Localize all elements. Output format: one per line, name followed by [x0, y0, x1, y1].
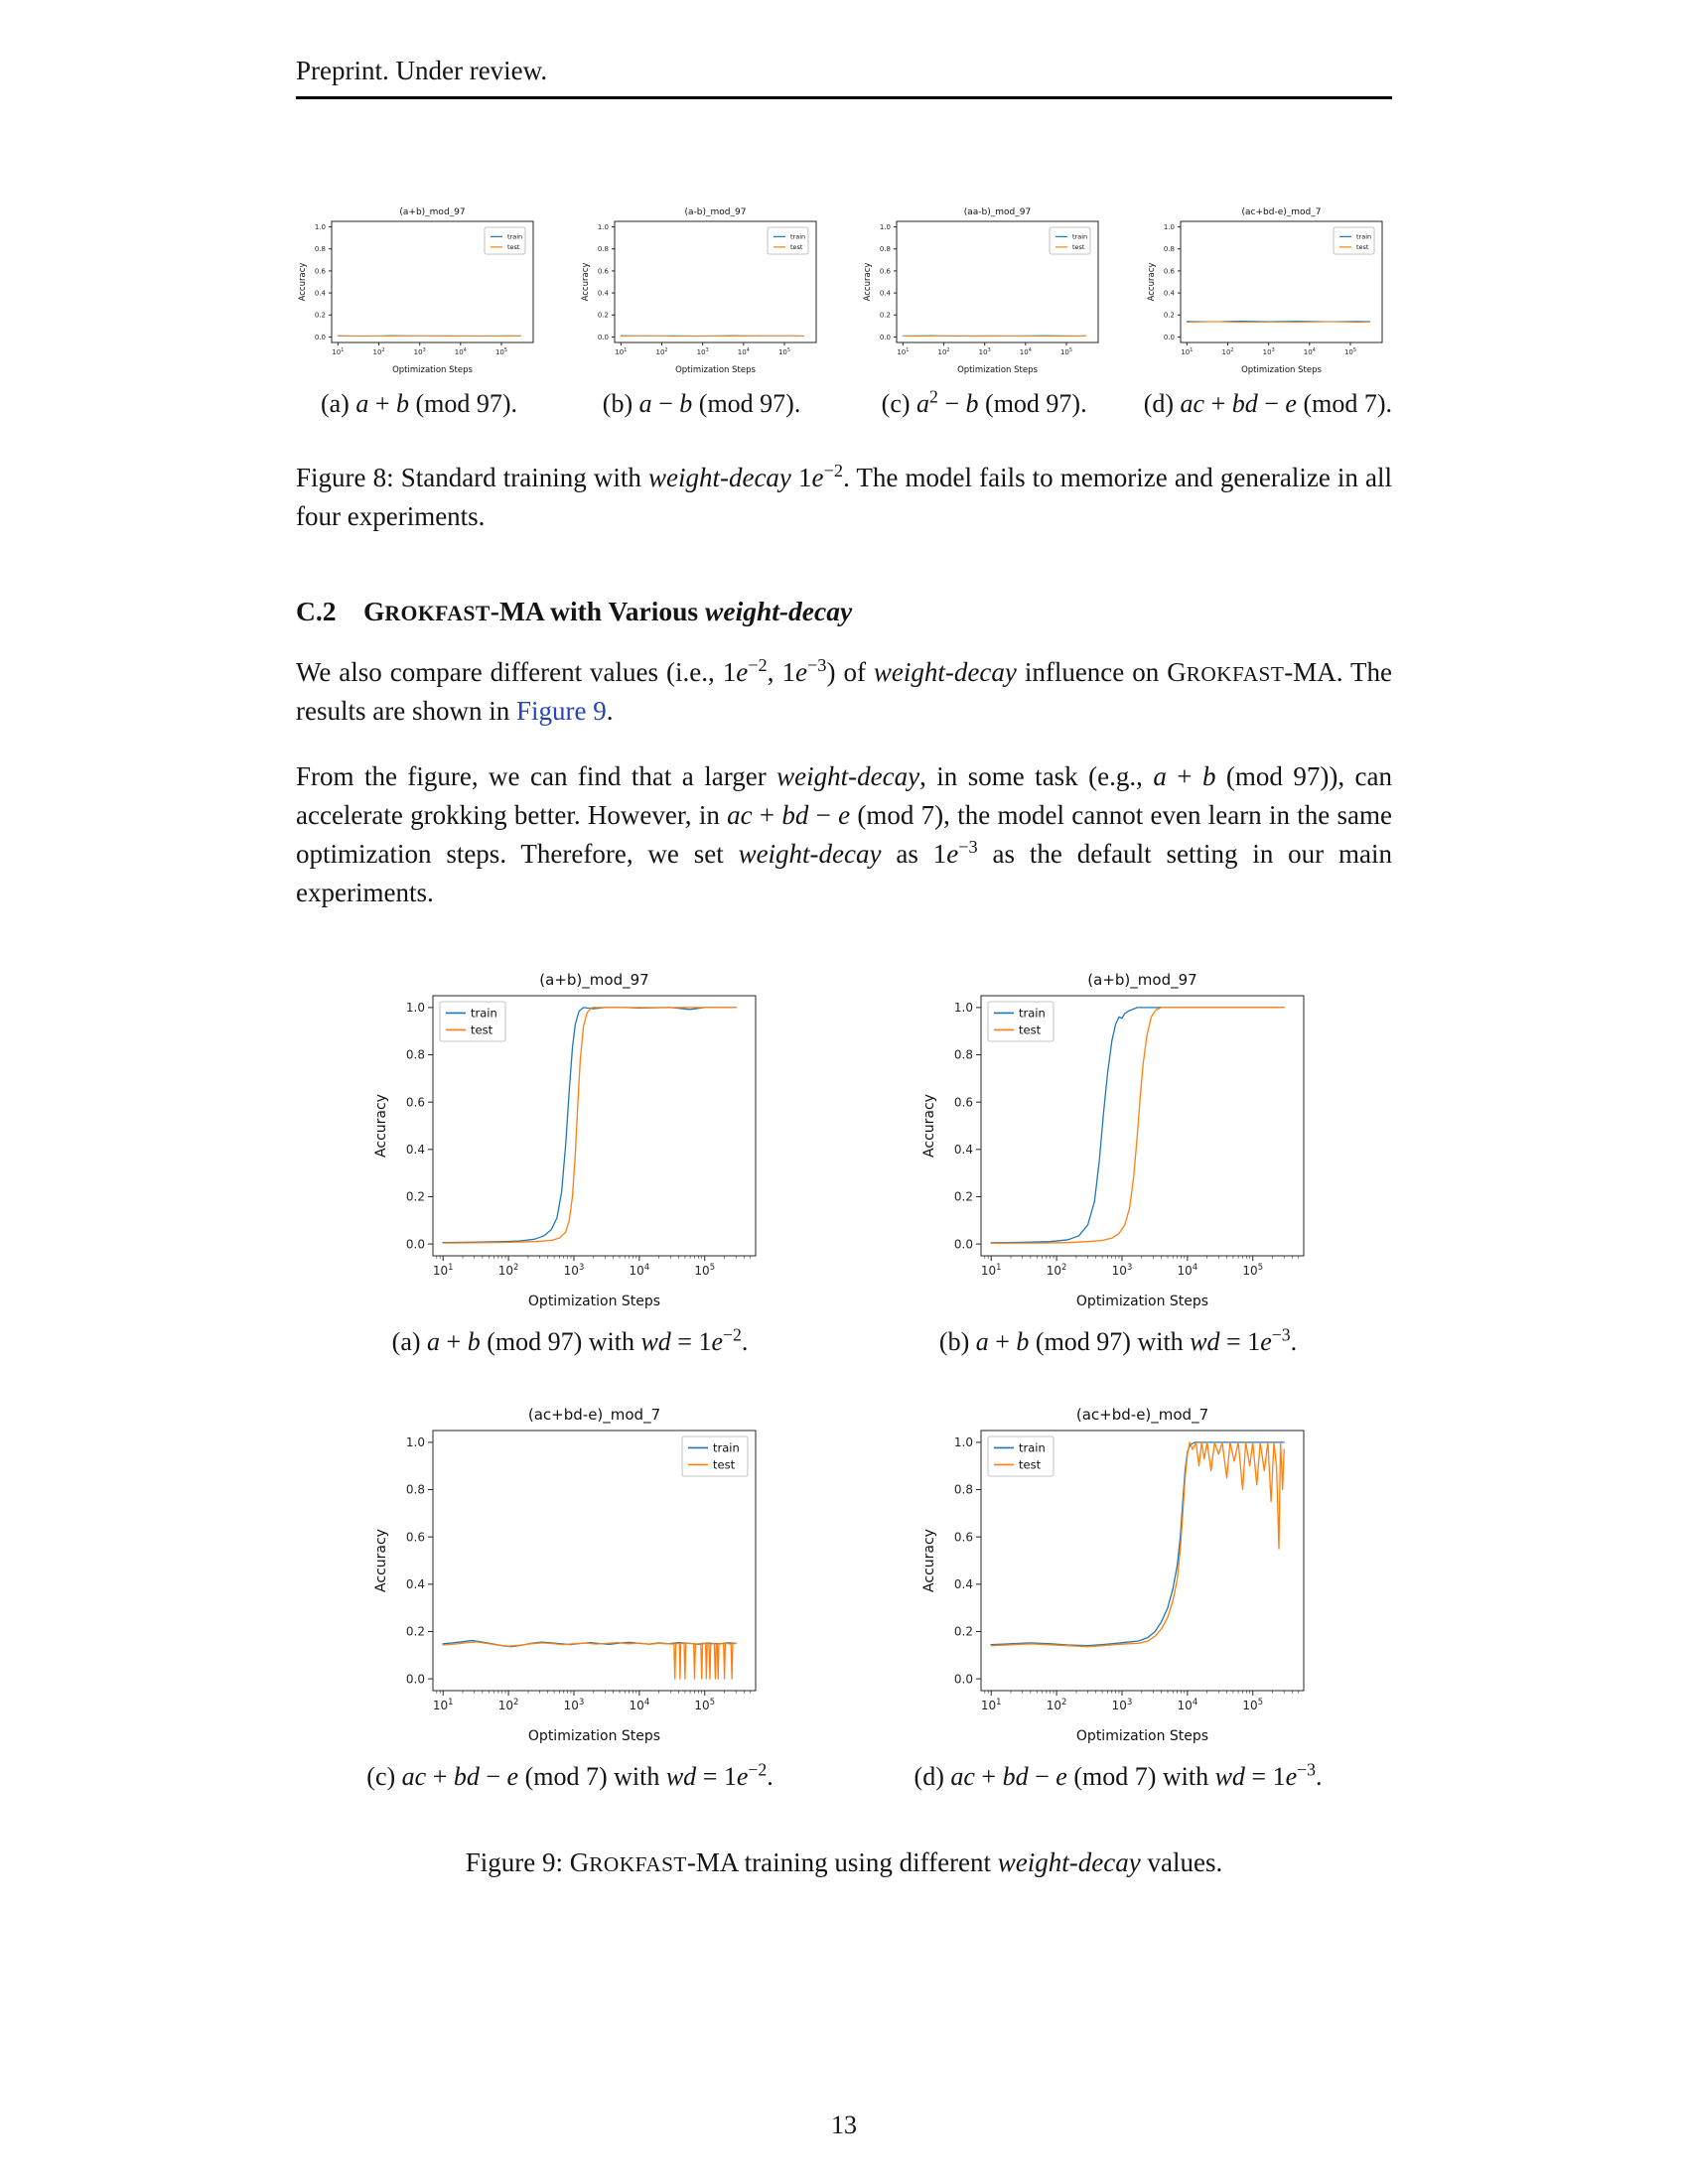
svg-text:0.2: 0.2 [879, 311, 892, 320]
figure9-subcaption-d: (d) ac + bd − e (mod 7) with wd = $1e^{-3}$. [914, 1759, 1323, 1792]
figure9-subfig-b [919, 966, 1317, 1357]
svg-text:0.4: 0.4 [405, 1577, 425, 1592]
svg-text:103: $10^3$ [696, 347, 709, 356]
svg-text:102: $10^2$ [655, 347, 668, 356]
figure9-subfig-d [914, 1401, 1323, 1792]
svg-text:0.4: 0.4 [879, 289, 892, 298]
svg-text:102: $10^2$ [497, 1697, 519, 1713]
svg-text:0.4: 0.4 [953, 1143, 973, 1158]
svg-text:1.0: 1.0 [879, 222, 892, 231]
figure9-link[interactable]: Figure 9 [515, 696, 607, 727]
svg-text:104: $10^4$ [737, 347, 750, 356]
svg-text:0.0: 0.0 [405, 1237, 425, 1252]
svg-text:0.8: 0.8 [879, 245, 892, 254]
svg-text:0.6: 0.6 [879, 267, 892, 276]
figure9-subcaption-a: (a) a + b (mod 97) with wd = $1e^{-2}$. [391, 1324, 749, 1357]
svg-text:0.6: 0.6 [1163, 267, 1175, 276]
svg-text:train: train [1355, 232, 1371, 241]
svg-text:102: $10^2$ [1221, 347, 1234, 356]
svg-text:test: test [789, 243, 803, 252]
figure8-subfig-a [296, 203, 542, 419]
svg-text:0.2: 0.2 [953, 1624, 973, 1639]
svg-text:104: $10^4$ [1177, 1697, 1198, 1713]
svg-text:0.4: 0.4 [314, 289, 326, 298]
header-text: Preprint. Under review. [296, 56, 548, 85]
svg-text:0.2: 0.2 [405, 1624, 425, 1639]
svg-text:102: $10^2$ [1046, 1697, 1067, 1713]
svg-text:0.6: 0.6 [405, 1095, 425, 1110]
paragraph-2: From the figure, we can find that a larger weight-decay, in some task (e.g., a + b (mod 97)), can accelerate grokking better. However, in ac + bd − e (mod 7), the model cannot even learn in the same optimization steps. Therefore, we set weight-decay as $1e^{-3}$ as the default setting in our main experiments. [296, 760, 1392, 907]
svg-text:test: test [1355, 243, 1369, 252]
svg-text:Optimization Steps: Optimization Steps [957, 365, 1039, 375]
svg-text:103: $10^3$ [978, 347, 991, 356]
svg-text:test: test [1019, 1023, 1042, 1037]
figure9-panel [296, 966, 1392, 1792]
svg-text:Accuracy: Accuracy [921, 1094, 937, 1159]
svg-text:0.8: 0.8 [314, 245, 326, 254]
svg-text:Accuracy: Accuracy [373, 1094, 389, 1159]
svg-text:0.2: 0.2 [597, 311, 609, 320]
svg-text:Optimization Steps: Optimization Steps [1075, 1294, 1209, 1310]
figure8-subcaption-b: (b) a − b (mod 97). [602, 389, 801, 418]
svg-text:0.0: 0.0 [1163, 333, 1175, 341]
svg-text:1.0: 1.0 [405, 1001, 425, 1016]
svg-text:0.4: 0.4 [597, 289, 609, 298]
svg-text:train: train [789, 232, 805, 241]
svg-text:0.4: 0.4 [953, 1577, 973, 1592]
figure9-subcaption-c: (c) ac + bd − e (mod 7) with wd = $1e^{-2}$. [366, 1759, 774, 1792]
svg-text:0.2: 0.2 [953, 1189, 973, 1204]
svg-text:(ac+bd-e)_mod_7: (ac+bd-e)_mod_7 [1075, 1406, 1209, 1425]
svg-text:Accuracy: Accuracy [298, 262, 308, 302]
svg-text:102: $10^2$ [1046, 1262, 1067, 1279]
svg-text:103: $10^3$ [1111, 1697, 1133, 1713]
svg-text:1.0: 1.0 [953, 1001, 973, 1016]
svg-text:(aa-b)_mod_97: (aa-b)_mod_97 [963, 207, 1032, 217]
svg-text:105: $10^5$ [1242, 1262, 1264, 1279]
svg-text:test: test [1019, 1457, 1042, 1472]
svg-text:Accuracy: Accuracy [921, 1529, 937, 1593]
chart-fig8b [579, 203, 825, 377]
chart-fig9d [919, 1401, 1317, 1748]
svg-text:Optimization Steps: Optimization Steps [1075, 1728, 1209, 1745]
svg-text:105: $10^5$ [1343, 347, 1356, 356]
figure8-subcaption-a: (a) a + b (mod 97). [320, 389, 518, 418]
svg-text:105: $10^5$ [694, 1697, 716, 1713]
svg-text:train: train [471, 1006, 497, 1021]
page-number: 13 [831, 2111, 857, 2139]
svg-text:105: $10^5$ [1242, 1697, 1264, 1713]
svg-text:101: $10^1$ [432, 1262, 454, 1279]
paragraph-1-tail: . [606, 696, 614, 727]
section-c2-heading: C.2 GROKFAST-MA with Various weight-decay [296, 596, 853, 627]
svg-text:Accuracy: Accuracy [373, 1529, 389, 1593]
svg-text:0.6: 0.6 [314, 267, 326, 276]
svg-text:test: test [1072, 243, 1085, 252]
svg-text:0.6: 0.6 [953, 1530, 973, 1545]
chart-fig9c [371, 1401, 769, 1748]
svg-text:102: $10^2$ [937, 347, 950, 356]
svg-text:Accuracy: Accuracy [1146, 262, 1157, 302]
svg-text:0.0: 0.0 [879, 333, 892, 341]
svg-text:101: $10^1$ [980, 1262, 1002, 1279]
figure9-caption: Figure 9: GROKFAST-MA training using different weight-decay values. [465, 1847, 1223, 1878]
svg-text:1.0: 1.0 [405, 1435, 425, 1450]
chart-fig9b [919, 966, 1317, 1313]
svg-text:105: $10^5$ [777, 347, 790, 356]
svg-text:102: $10^2$ [497, 1262, 519, 1279]
figure8-panel [296, 203, 1392, 419]
svg-text:103: $10^3$ [563, 1697, 585, 1713]
svg-text:0.0: 0.0 [597, 333, 609, 341]
svg-text:104: $10^4$ [454, 347, 467, 356]
svg-text:test: test [471, 1023, 493, 1037]
svg-text:101: $10^1$ [897, 347, 910, 356]
svg-text:1.0: 1.0 [1163, 222, 1175, 231]
svg-text:1.0: 1.0 [597, 222, 609, 231]
svg-text:Optimization Steps: Optimization Steps [674, 365, 756, 375]
svg-text:104: $10^4$ [1303, 347, 1316, 356]
svg-text:train: train [1072, 232, 1088, 241]
chart-fig8a [296, 203, 542, 377]
svg-text:103: $10^3$ [563, 1262, 585, 1279]
figure8-subcaption-d: (d) ac + bd − e (mod 7). [1143, 389, 1392, 418]
figure8-subfig-d [1144, 203, 1392, 419]
svg-text:0.0: 0.0 [314, 333, 326, 341]
svg-text:0.8: 0.8 [597, 245, 609, 254]
svg-text:104: $10^4$ [1019, 347, 1032, 356]
svg-text:0.2: 0.2 [314, 311, 326, 320]
figure9-subfig-c [366, 1401, 773, 1792]
svg-text:0.4: 0.4 [1163, 289, 1175, 298]
svg-text:train: train [713, 1440, 740, 1455]
svg-text:102: $10^2$ [372, 347, 385, 356]
svg-text:Accuracy: Accuracy [580, 262, 591, 302]
svg-text:1.0: 1.0 [953, 1435, 973, 1450]
svg-text:101: $10^1$ [332, 347, 345, 356]
svg-text:0.2: 0.2 [405, 1189, 425, 1204]
chart-fig8d [1145, 203, 1391, 377]
chart-fig8c [861, 203, 1107, 377]
paragraph-1-text: We also compare different values (i.e., $1e^{-2}$, $1e^{-3}$) of weight-decay influence on GROKFAST-MA. The results are shown in [296, 655, 1392, 727]
svg-text:1.0: 1.0 [314, 222, 326, 231]
svg-text:104: $10^4$ [1177, 1262, 1198, 1279]
figure8-caption: Figure 8: Standard training with weight-decay $1e^{-2}$. The model fails to memorize and generalize in all four experiments. [296, 461, 1393, 532]
svg-text:0.8: 0.8 [953, 1047, 973, 1062]
page-content [296, 0, 1392, 1878]
chart-fig9a [371, 966, 769, 1313]
figure8-subfig-b [579, 203, 825, 419]
svg-text:0.8: 0.8 [1163, 245, 1175, 254]
svg-text:test: test [507, 243, 520, 252]
svg-text:0.6: 0.6 [953, 1095, 973, 1110]
svg-text:train: train [1019, 1006, 1046, 1021]
svg-text:0.8: 0.8 [953, 1482, 973, 1497]
page-header [296, 56, 1392, 99]
svg-text:(a+b)_mod_97: (a+b)_mod_97 [1087, 971, 1197, 990]
svg-text:0.8: 0.8 [405, 1047, 425, 1062]
svg-text:105: $10^5$ [1060, 347, 1073, 356]
svg-text:Optimization Steps: Optimization Steps [527, 1728, 661, 1745]
svg-text:0.6: 0.6 [405, 1530, 425, 1545]
svg-text:101: $10^1$ [614, 347, 627, 356]
svg-text:0.4: 0.4 [405, 1143, 425, 1158]
svg-text:(a+b)_mod_97: (a+b)_mod_97 [399, 207, 466, 217]
svg-text:(a+b)_mod_97: (a+b)_mod_97 [539, 971, 649, 990]
figure9-subfig-a [371, 966, 769, 1357]
svg-text:0.6: 0.6 [597, 267, 609, 276]
svg-text:0.0: 0.0 [953, 1672, 973, 1687]
svg-text:101: $10^1$ [1181, 347, 1194, 356]
svg-text:train: train [507, 232, 523, 241]
svg-text:Optimization Steps: Optimization Steps [392, 365, 473, 375]
figure8-subcaption-c: (c) $a^2 - b$ (mod 97). [881, 386, 1087, 418]
svg-text:104: $10^4$ [629, 1262, 650, 1279]
svg-text:0.8: 0.8 [405, 1482, 425, 1497]
svg-text:103: $10^3$ [413, 347, 426, 356]
svg-text:train: train [1019, 1440, 1046, 1455]
svg-text:0.0: 0.0 [953, 1237, 973, 1252]
svg-text:(ac+bd-e)_mod_7: (ac+bd-e)_mod_7 [1241, 207, 1322, 217]
figure9-subcaption-b: (b) a + b (mod 97) with wd = $1e^{-3}$. [938, 1324, 1298, 1357]
svg-text:Optimization Steps: Optimization Steps [1240, 365, 1322, 375]
svg-text:(a-b)_mod_97: (a-b)_mod_97 [684, 207, 747, 217]
svg-text:101: $10^1$ [980, 1697, 1002, 1713]
svg-text:105: $10^5$ [494, 347, 508, 356]
svg-text:103: $10^3$ [1111, 1262, 1133, 1279]
svg-text:105: $10^5$ [694, 1262, 716, 1279]
figure8-subfig-c [861, 203, 1107, 419]
svg-text:test: test [713, 1457, 736, 1472]
svg-text:0.2: 0.2 [1163, 311, 1175, 320]
svg-text:Accuracy: Accuracy [863, 262, 874, 302]
svg-text:(ac+bd-e)_mod_7: (ac+bd-e)_mod_7 [527, 1406, 661, 1425]
svg-text:0.0: 0.0 [405, 1672, 425, 1687]
svg-text:101: $10^1$ [432, 1697, 454, 1713]
svg-text:Optimization Steps: Optimization Steps [527, 1294, 661, 1310]
paragraph-1 [296, 653, 1392, 731]
svg-text:104: $10^4$ [629, 1697, 650, 1713]
svg-text:103: $10^3$ [1262, 347, 1275, 356]
